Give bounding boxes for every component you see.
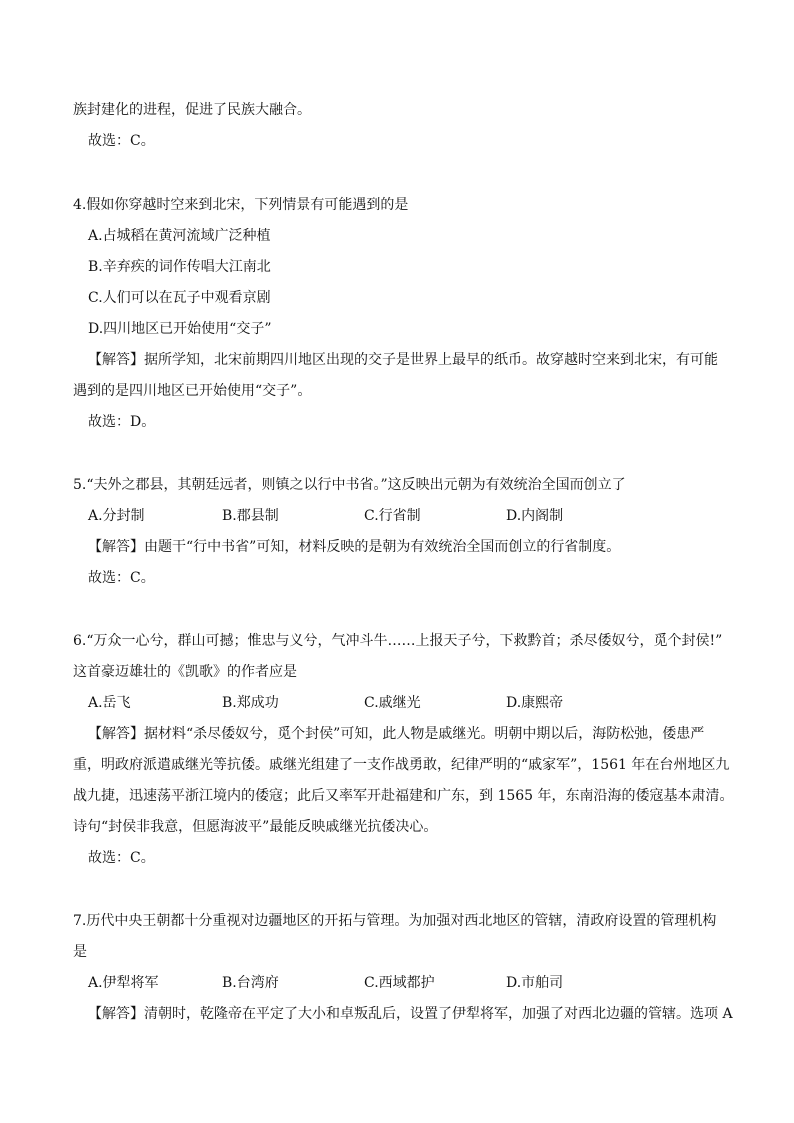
q6-answer: 故选：C。 [88,850,155,866]
q7-option-a: A.伊犁将军 [88,975,159,991]
q5-option-a: A.分封制 [88,508,145,524]
q7-option-d: D.市舶司 [506,975,564,991]
q5-analysis: 【解答】由题干“行中书省”可知，材料反映的是朝为有效统治全国而创立的行省制度。 [88,539,621,555]
q7-option-b: B.台湾府 [222,975,279,991]
q6-question-line-2: 这首豪迈雄壮的《凯歌》的作者应是 [73,664,297,680]
q7-option-c: C.西域都护 [364,975,435,991]
q6-option-b: B.郑成功 [222,695,279,711]
q4-option-d: D.四川地区已开始使用“交子” [88,321,272,337]
q4-analysis-line-1: 【解答】据所学知，北宋前期四川地区出现的交子是世界上最早的纸币。故穿越时空来到北宋，有可能 [88,352,718,368]
q4-option-a: A.占城稻在黄河流域广泛种植 [88,228,271,244]
q6-analysis-line-1: 【解答】据材料“杀尽倭奴兮，觅个封侯”可知，此人物是戚继光。明朝中期以后，海防松弛，倭患严 [88,726,705,742]
q6-analysis-line-2: 重，明政府派遣戚继光等抗倭。戚继光组建了一支作战勇敢，纪律严明的“戚家军”，1561 年在台州地区九 [73,757,730,773]
q5-option-c: C.行省制 [364,508,421,524]
q6-option-c: C.戚继光 [364,695,421,711]
q4-question: 4.假如你穿越时空来到北宋，下列情景有可能遇到的是 [73,197,409,213]
q6-analysis-line-4: 诗句“封侯非我意，但愿海波平”最能反映戚继光抗倭决心。 [73,819,438,835]
intro-answer: 故选：C。 [88,133,155,149]
q6-option-a: A.岳飞 [88,695,131,711]
q7-analysis-line-1: 【解答】清朝时，乾隆帝在平定了大小和卓叛乱后，设置了伊犁将军，加强了对西北边疆的管辖。选项 A [88,1006,733,1022]
q4-option-b: B.辛弃疾的词作传唱大江南北 [88,259,271,275]
q5-question: 5.“夫外之郡县，其朝廷远者，则镇之以行中书省。”这反映出元朝为有效统治全国而创立了 [73,477,626,493]
q4-option-c: C.人们可以在瓦子中观看京剧 [88,290,271,306]
q6-question-line-1: 6.“万众一心兮，群山可撼；惟忠与义兮，气冲斗牛……上报天子兮，下救黔首；杀尽倭奴兮，觅个封侯!” [73,633,723,649]
q6-analysis-line-3: 战九捷，迅速荡平浙江境内的倭寇；此后又率军开赴福建和广东，到 1565 年，东南沿海的倭寇基本肃清。 [73,788,734,804]
q7-question-line-1: 7.历代中央王朝都十分重视对边疆地区的开拓与管理。为加强对西北地区的管辖，清政府设置的管理机构 [73,913,717,929]
q7-question-line-2: 是 [73,944,87,960]
q6-option-d: D.康熙帝 [506,695,564,711]
q4-analysis-line-2: 遇到的是四川地区已开始使用“交子”。 [73,383,312,399]
q5-option-d: D.内阁制 [506,508,564,524]
q5-answer: 故选：C。 [88,570,155,586]
q5-option-b: B.郡县制 [222,508,279,524]
intro-continuation: 族封建化的进程，促进了民族大融合。 [73,102,311,118]
q4-answer: 故选：D。 [88,414,156,430]
